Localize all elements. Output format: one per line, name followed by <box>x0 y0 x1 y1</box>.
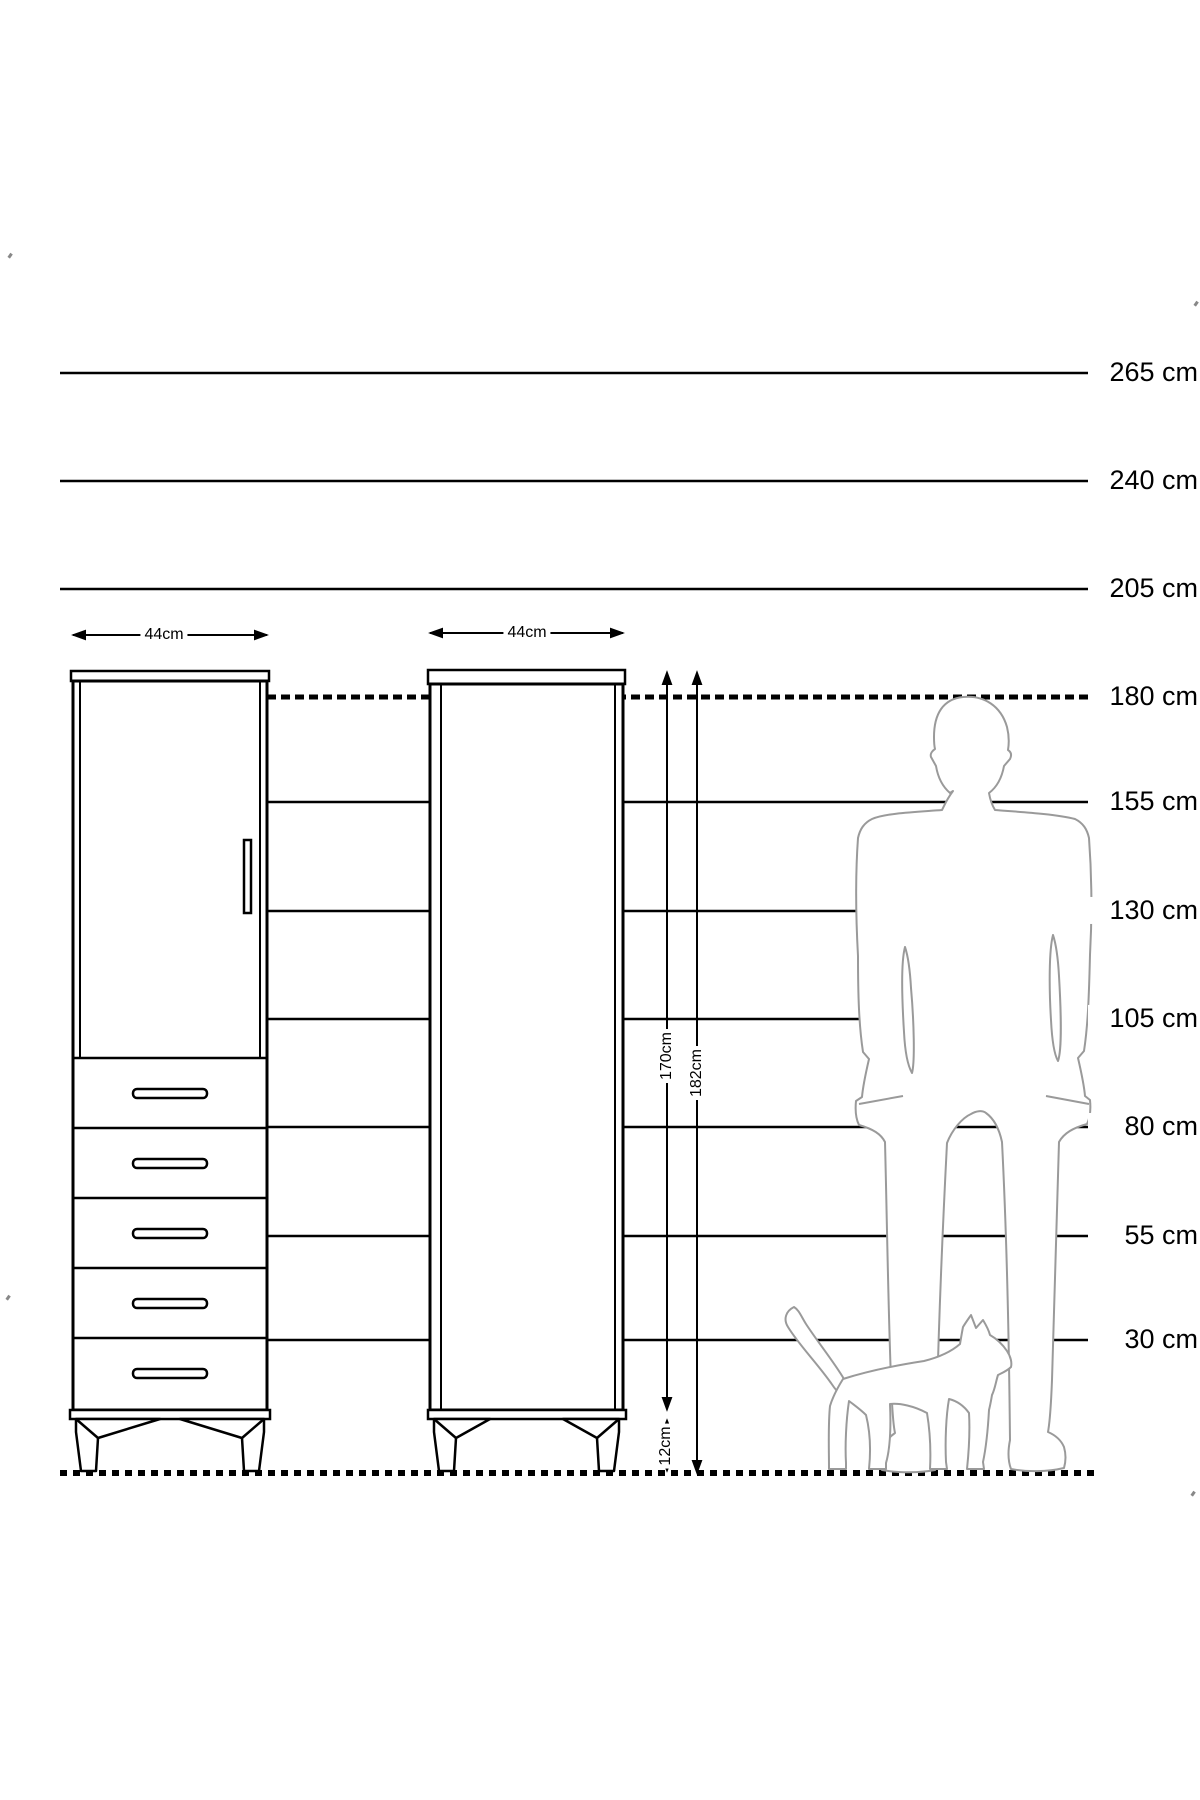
scale-label-80cm: 80 cm <box>1088 1113 1198 1140</box>
arrow-left <box>431 629 442 637</box>
wardrobe-legs <box>76 1419 264 1471</box>
width-label-left-cabinet: 44cm <box>140 626 187 644</box>
arrow-right <box>255 631 266 639</box>
scale-label-55cm: 55 cm <box>1088 1222 1198 1249</box>
height-label-170cm: 170cm <box>658 1029 676 1083</box>
arrow-up <box>693 673 701 684</box>
scale-label-265cm: 265 cm <box>1088 359 1198 386</box>
cabinet-top-cap <box>428 670 625 684</box>
cat-tail <box>786 1307 846 1397</box>
arrow-right <box>611 629 622 637</box>
height-label-182cm: 182cm <box>688 1046 706 1100</box>
cabinet-base <box>428 1410 626 1419</box>
upper-reference-lines <box>60 373 1092 589</box>
drawer-handle-3 <box>133 1229 207 1238</box>
drawer-handle-2 <box>133 1159 207 1168</box>
arrow-up <box>663 673 671 684</box>
scale-label-30cm: 30 cm <box>1088 1326 1198 1353</box>
cabinet-body <box>430 684 623 1410</box>
drawer-handle-1 <box>133 1089 207 1098</box>
drawer-handle-4 <box>133 1299 207 1308</box>
door-handle <box>244 840 251 913</box>
arrow-left <box>74 631 85 639</box>
cabinet-legs <box>434 1419 619 1471</box>
height-label-12cm: 12cm <box>657 1423 675 1468</box>
scale-label-130cm: 130 cm <box>1088 897 1198 924</box>
scale-label-155cm: 155 cm <box>1088 788 1198 815</box>
scale-label-105cm: 105 cm <box>1088 1005 1198 1032</box>
scale-label-205cm: 205 cm <box>1088 575 1198 602</box>
wardrobe-base <box>70 1410 270 1419</box>
tall-cabinet <box>428 670 626 1471</box>
scale-label-180cm: 180 cm <box>1088 683 1198 710</box>
arrow-down <box>663 1398 671 1409</box>
wardrobe-with-drawers <box>70 671 270 1471</box>
scale-label-240cm: 240 cm <box>1088 467 1198 494</box>
width-label-right-cabinet: 44cm <box>503 624 550 642</box>
drawer-handle-5 <box>133 1369 207 1378</box>
